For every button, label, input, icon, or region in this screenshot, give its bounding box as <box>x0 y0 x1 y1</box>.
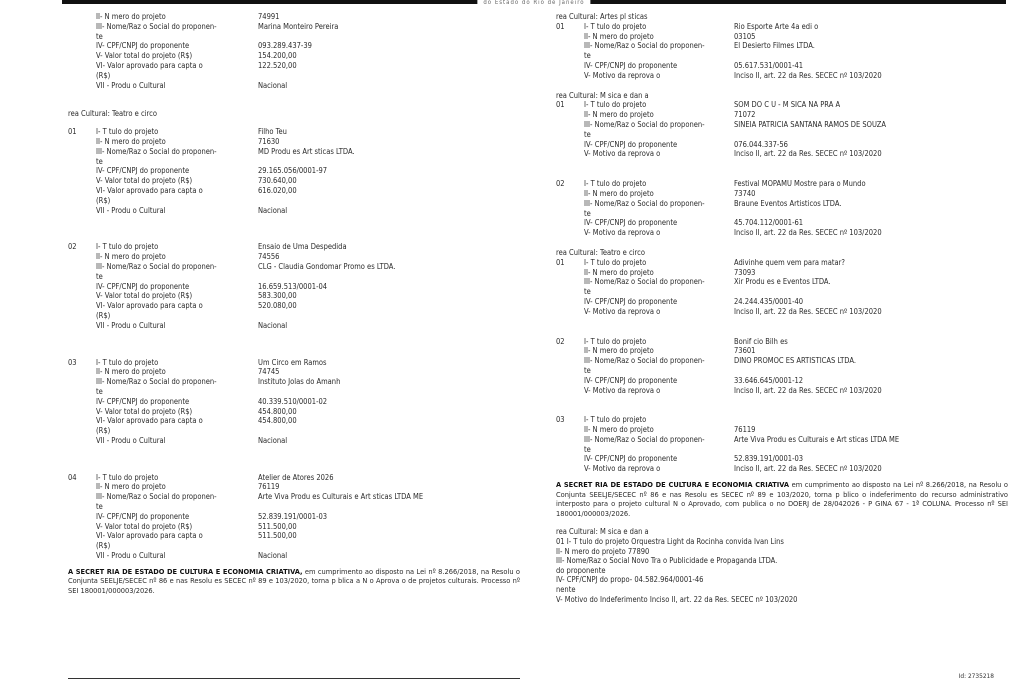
field-label: V- Motivo da reprova o <box>584 228 661 238</box>
field-row <box>556 337 1008 347</box>
field-label: I- T tulo do projeto <box>584 100 647 110</box>
project-list-1 <box>556 22 1008 81</box>
field-label: V- Motivo da reprova o <box>584 464 661 474</box>
field-value: Adivinhe quem vem para matar? <box>734 257 845 267</box>
field-row <box>68 502 520 512</box>
project-entry <box>68 473 520 561</box>
field-label: I- T tulo do projeto <box>584 21 647 31</box>
field-row <box>68 51 520 61</box>
final-area-heading: rea Cultural: M sica e dan a <box>556 527 649 537</box>
field-label: V- Valor total do projeto (R$) <box>96 51 193 61</box>
notice-bold: A SECRET RIA DE ESTADO DE CULTURA E ECONOMIA CRIATIVA, <box>68 566 303 576</box>
field-value: Inciso II, art. 22 da Res. SECEC nº 103/2020 <box>734 306 882 316</box>
field-row <box>68 242 520 252</box>
field-label: V- Motivo da reprova o <box>584 70 661 80</box>
field-label: IV- CPF/CNPJ do proponente <box>96 511 190 521</box>
field-row <box>556 454 1008 464</box>
field-label: I- T tulo do projeto <box>584 336 647 346</box>
field-row <box>556 346 1008 356</box>
field-row <box>556 179 1008 189</box>
final-block <box>556 537 1008 604</box>
field-value: 616.020,00 <box>258 185 297 195</box>
field-label: I- T tulo do projeto <box>96 472 159 482</box>
notice-text-right: em cumprimento ao disposto na Lei nº 8.266/2018, na Resolu o Conjunta SEELJE/SECEC nº 86 e nas Resolu es SECEC nº 89 e 103/2020, torna p blico o indeferimento do recurso administrativo interposto para o projeto cultural N o Aprovado, com publica o no DOERJ de 28/042026 - P GINA 67 - 1ª COLUNA. Processo nº SEI 180001/000003/2026. <box>556 480 1008 518</box>
field-row <box>68 531 520 541</box>
field-value: Festival MOPAMU Mostre para o Mundo <box>734 179 866 189</box>
field-value: 74745 <box>258 367 280 377</box>
field-value: 511.500,00 <box>258 531 297 541</box>
field-value: Instituto Jolas do Amanh <box>258 377 341 387</box>
area-heading-3: rea Cultural: Teatro e circo <box>556 247 646 257</box>
final-line: nente <box>556 585 576 595</box>
field-label: III- Nome/Raz o Social do proponen- <box>584 356 705 366</box>
notice-paragraph-right <box>556 480 1008 518</box>
field-row <box>68 367 520 377</box>
field-value: CLG - Claudia Gondomar Promo es LTDA. <box>258 261 396 271</box>
field-row <box>68 522 520 532</box>
field-value: 154.200,00 <box>258 51 297 61</box>
field-label: III- Nome/Raz o Social do proponen- <box>584 198 705 208</box>
field-value: 74556 <box>258 252 280 262</box>
field-value: 03105 <box>734 31 756 41</box>
field-label: (R$) <box>96 426 111 436</box>
field-row <box>556 376 1008 386</box>
field-value: 16.659.513/0001-04 <box>258 281 328 291</box>
field-row <box>68 127 520 137</box>
field-row <box>556 32 1008 42</box>
field-label: VII - Produ o Cultural <box>96 551 166 561</box>
field-label: II- N mero do projeto <box>584 425 654 435</box>
field-row <box>556 100 1008 110</box>
field-label: II- N mero do projeto <box>584 346 654 356</box>
field-row <box>556 22 1008 32</box>
field-value: 74991 <box>258 12 280 21</box>
project-number: 03 <box>68 357 77 367</box>
field-value: Nacional <box>258 80 288 90</box>
project-entry <box>68 358 520 446</box>
field-row <box>68 147 520 157</box>
field-label: V- Motivo da reprova o <box>584 306 661 316</box>
field-label: I- T tulo do projeto <box>584 415 647 425</box>
field-label: II- N mero do projeto <box>584 110 654 120</box>
field-value: 093.289.437-39 <box>258 41 312 51</box>
field-row <box>556 268 1008 278</box>
field-label: III- Nome/Raz o Social do proponen- <box>96 261 217 271</box>
field-label: te <box>584 365 591 375</box>
field-label: II- N mero do projeto <box>96 252 166 262</box>
field-label: te <box>584 287 591 297</box>
field-label: II- N mero do projeto <box>96 12 166 21</box>
field-row <box>556 120 1008 130</box>
field-label: VII - Produ o Cultural <box>96 435 166 445</box>
field-row <box>68 387 520 397</box>
field-value: Atelier de Atores 2026 <box>258 472 334 482</box>
field-row <box>556 61 1008 71</box>
field-label: III- Nome/Raz o Social do proponen- <box>584 434 705 444</box>
field-label: IV- CPF/CNPJ do proponente <box>584 375 678 385</box>
field-row <box>68 541 520 551</box>
final-line: V- Motivo do Indeferimento Inciso II, art. 22 da Res. SECEC nº 103/2020 <box>556 594 798 604</box>
project-entry <box>68 127 520 215</box>
field-row <box>556 464 1008 474</box>
field-label: II- N mero do projeto <box>584 31 654 41</box>
project-list <box>68 127 520 561</box>
field-row <box>556 218 1008 228</box>
field-label: VII - Produ o Cultural <box>96 80 166 90</box>
field-value: Ensaio de Uma Despedida <box>258 242 347 252</box>
project-number: 01 <box>556 100 565 110</box>
field-row <box>68 206 520 216</box>
final-line: III- Nome/Raz o Social Novo Tra o Publicidade e Propaganda LTDA. <box>556 556 778 566</box>
field-row <box>556 41 1008 51</box>
field-row <box>556 228 1008 238</box>
field-row <box>68 41 520 51</box>
field-label: IV- CPF/CNPJ do proponente <box>584 296 678 306</box>
final-line: 01 I- T tulo do projeto Orquestra Light da Rocinha convida Ivan Lins <box>556 537 784 547</box>
field-label: te <box>96 156 103 166</box>
notice-text: em cumprimento ao disposto na Lei nº 8.266/2018, na Resolu o Conjunta SEELJE/SECEC nº 86 e nas Resolu es SECEC nº 89 e 103/2020, torna p blica a N o Aprova o de projetos culturais. Processo nº SEI 180001/000003/2026. <box>68 566 520 596</box>
field-label: IV- CPF/CNPJ do proponente <box>584 218 678 228</box>
field-label: VII - Produ o Cultural <box>96 320 166 330</box>
final-line: IV- CPF/CNPJ do propo- 04.582.964/0001-46 <box>556 575 704 585</box>
field-value: 05.617.531/0001-41 <box>734 60 804 70</box>
project-number: 02 <box>68 242 77 252</box>
field-value: Xir Produ es e Eventos LTDA. <box>734 277 831 287</box>
field-label: IV- CPF/CNPJ do proponente <box>96 41 190 51</box>
field-row <box>68 137 520 147</box>
field-label: I- T tulo do projeto <box>96 127 159 137</box>
field-row <box>556 71 1008 81</box>
field-value: 454.800,00 <box>258 406 297 416</box>
field-label: IV- CPF/CNPJ do proponente <box>584 60 678 70</box>
field-value: 583.300,00 <box>258 291 297 301</box>
field-row <box>68 407 520 417</box>
project-number: 03 <box>556 415 565 425</box>
top-rule <box>62 0 1006 4</box>
field-value: Marina Monteiro Pereira <box>258 21 339 31</box>
field-value: 52.839.191/0001-03 <box>734 454 804 464</box>
area-heading: rea Cultural: Teatro e circo <box>68 109 158 119</box>
header-caption: do Estado do Rio de Janeiro <box>477 0 590 6</box>
field-row <box>68 301 520 311</box>
project-entry <box>556 415 1008 474</box>
field-row <box>556 386 1008 396</box>
field-row <box>68 426 520 436</box>
field-label: VI- Valor aprovado para capta o <box>96 531 203 541</box>
field-label: I- T tulo do projeto <box>96 242 159 252</box>
field-value: Filho Teu <box>258 127 287 137</box>
field-row <box>68 358 520 368</box>
field-value: DINO PROMOC ES ARTISTICAS LTDA. <box>734 356 856 366</box>
project-number: 01 <box>68 127 77 137</box>
field-label: IV- CPF/CNPJ do proponente <box>96 166 190 176</box>
field-value: 45.704.112/0001-61 <box>734 218 804 228</box>
field-label: III- Nome/Raz o Social do proponen- <box>584 119 705 129</box>
project-entry <box>556 337 1008 396</box>
field-row <box>68 166 520 176</box>
field-row <box>556 366 1008 376</box>
field-label: III- Nome/Raz o Social do proponen- <box>96 146 217 156</box>
field-value: MD Produ es Art sticas LTDA. <box>258 146 355 156</box>
field-value: 76119 <box>734 425 756 435</box>
notice-bold-right: A SECRET RIA DE ESTADO DE CULTURA E ECONOMIA CRIATIVA <box>556 480 790 490</box>
area-heading-2: rea Cultural: M sica e dan a <box>556 90 649 100</box>
field-value: 52.839.191/0001-03 <box>258 511 328 521</box>
field-row <box>68 377 520 387</box>
field-value: 076.044.337-56 <box>734 139 788 149</box>
field-label: I- T tulo do projeto <box>584 257 647 267</box>
field-label: II- N mero do projeto <box>96 367 166 377</box>
field-row <box>68 512 520 522</box>
field-label: II- N mero do projeto <box>584 188 654 198</box>
field-label: te <box>96 31 103 41</box>
field-row <box>68 416 520 426</box>
field-label: te <box>584 129 591 139</box>
field-label: V- Motivo da reprova o <box>584 149 661 159</box>
field-label: IV- CPF/CNPJ do proponente <box>96 281 190 291</box>
field-value: Braune Eventos Artisticos LTDA. <box>734 198 842 208</box>
field-value: Inciso II, art. 22 da Res. SECEC nº 103/2020 <box>734 464 882 474</box>
project-number: 04 <box>68 472 77 482</box>
field-row <box>556 209 1008 219</box>
field-row <box>68 436 520 446</box>
field-value: Inciso II, art. 22 da Res. SECEC nº 103/2020 <box>734 385 882 395</box>
field-value: Inciso II, art. 22 da Res. SECEC nº 103/2020 <box>734 70 882 80</box>
field-row <box>556 425 1008 435</box>
field-label: VI- Valor aprovado para capta o <box>96 60 203 70</box>
first-project-block <box>68 12 520 90</box>
field-row <box>556 149 1008 159</box>
field-row <box>556 51 1008 61</box>
field-label: te <box>96 502 103 512</box>
field-row <box>68 252 520 262</box>
field-value: Arte Viva Produ es Culturais e Art sticas LTDA ME <box>734 434 900 444</box>
field-row <box>556 189 1008 199</box>
field-label: V- Valor total do projeto (R$) <box>96 176 193 186</box>
field-label: III- Nome/Raz o Social do proponen- <box>96 21 217 31</box>
project-entry <box>556 179 1008 238</box>
project-number: 01 <box>556 257 565 267</box>
field-row <box>68 186 520 196</box>
field-value: 73093 <box>734 267 756 277</box>
project-list-2 <box>556 100 1008 238</box>
project-number: 02 <box>556 179 565 189</box>
field-row <box>68 482 520 492</box>
field-value: Nacional <box>258 320 288 330</box>
right-column <box>556 12 1008 604</box>
field-label: V- Valor total do projeto (R$) <box>96 406 193 416</box>
field-label: III- Nome/Raz o Social do proponen- <box>96 377 217 387</box>
field-row <box>68 12 520 22</box>
field-label: (R$) <box>96 310 111 320</box>
field-label: (R$) <box>96 70 111 80</box>
project-entry <box>556 258 1008 317</box>
project-entry <box>68 242 520 330</box>
field-label: IV- CPF/CNPJ do proponente <box>584 454 678 464</box>
field-value: Rio Esporte Arte 4a edi o <box>734 21 819 31</box>
field-value: 33.646.645/0001-12 <box>734 375 804 385</box>
field-value: SINEIA PATRICIA SANTANA RAMOS DE SOUZA <box>734 119 887 129</box>
field-value: 24.244.435/0001-40 <box>734 296 804 306</box>
field-label: III- Nome/Raz o Social do proponen- <box>584 41 705 51</box>
field-label: VI- Valor aprovado para capta o <box>96 416 203 426</box>
field-row <box>556 130 1008 140</box>
field-value: Bonif cio Bilh es <box>734 336 788 346</box>
field-value: 730.640,00 <box>258 176 297 186</box>
field-row <box>556 297 1008 307</box>
field-row <box>68 176 520 186</box>
field-row <box>68 311 520 321</box>
field-value: El Desierto Filmes LTDA. <box>734 41 815 51</box>
field-value: Nacional <box>258 551 288 561</box>
field-value: 71630 <box>258 136 280 146</box>
field-row <box>556 277 1008 287</box>
field-row <box>556 110 1008 120</box>
field-label: IV- CPF/CNPJ do proponente <box>584 139 678 149</box>
field-row <box>68 551 520 561</box>
field-value: Inciso II, art. 22 da Res. SECEC nº 103/2020 <box>734 149 882 159</box>
field-label: III- Nome/Raz o Social do proponen- <box>584 277 705 287</box>
field-value: Um Circo em Ramos <box>258 357 327 367</box>
field-value: 76119 <box>258 482 280 492</box>
notice-paragraph <box>68 567 520 596</box>
field-value: 73740 <box>734 188 756 198</box>
field-value: 29.165.056/0001-97 <box>258 166 328 176</box>
left-column <box>68 12 520 596</box>
project-number: 02 <box>556 336 565 346</box>
field-row <box>556 258 1008 268</box>
field-label: I- T tulo do projeto <box>96 357 159 367</box>
field-row <box>68 262 520 272</box>
field-label: II- N mero do projeto <box>584 267 654 277</box>
field-value: 122.520,00 <box>258 60 297 70</box>
field-row <box>68 22 520 32</box>
field-value: Nacional <box>258 205 288 215</box>
bottom-rule <box>68 678 520 679</box>
field-row <box>556 307 1008 317</box>
field-value: 454.800,00 <box>258 416 297 426</box>
field-label: te <box>96 271 103 281</box>
field-row <box>556 445 1008 455</box>
field-row <box>68 32 520 42</box>
final-line: do proponente <box>556 565 606 575</box>
field-value: SOM DO C U - M SICA NA PRA A <box>734 100 841 110</box>
field-label: V- Valor total do projeto (R$) <box>96 521 193 531</box>
field-row <box>556 140 1008 150</box>
field-label: III- Nome/Raz o Social do proponen- <box>96 492 217 502</box>
field-row <box>68 282 520 292</box>
field-label: V- Valor total do projeto (R$) <box>96 291 193 301</box>
field-row <box>556 287 1008 297</box>
field-value: 511.500,00 <box>258 521 297 531</box>
field-label: te <box>584 51 591 61</box>
id-tag: Id: 2735218 <box>958 672 994 680</box>
project-number: 01 <box>556 21 565 31</box>
field-value: Arte Viva Produ es Culturais e Art sticas LTDA ME <box>258 492 424 502</box>
field-row <box>68 272 520 282</box>
field-value: 40.339.510/0001-02 <box>258 396 328 406</box>
field-value: 71072 <box>734 110 756 120</box>
field-row <box>68 71 520 81</box>
field-row <box>68 321 520 331</box>
field-row <box>68 397 520 407</box>
field-row <box>556 356 1008 366</box>
project-entry <box>556 100 1008 159</box>
field-row <box>68 473 520 483</box>
final-line: II- N mero do projeto 77890 <box>556 546 650 556</box>
field-label: (R$) <box>96 195 111 205</box>
field-label: II- N mero do projeto <box>96 482 166 492</box>
field-row <box>68 291 520 301</box>
project-entry <box>556 22 1008 81</box>
area-heading-1: rea Cultural: Artes pl sticas <box>556 12 648 21</box>
field-row <box>556 435 1008 445</box>
field-row <box>68 81 520 91</box>
field-label: te <box>96 386 103 396</box>
field-value: 73601 <box>734 346 756 356</box>
field-label: VI- Valor aprovado para capta o <box>96 185 203 195</box>
field-label: VI- Valor aprovado para capta o <box>96 301 203 311</box>
field-row <box>556 415 1008 425</box>
field-label: V- Motivo da reprova o <box>584 385 661 395</box>
field-label: te <box>584 208 591 218</box>
field-label: IV- CPF/CNPJ do proponente <box>96 396 190 406</box>
field-row <box>68 61 520 71</box>
field-row <box>68 492 520 502</box>
field-row <box>68 157 520 167</box>
field-label: (R$) <box>96 541 111 551</box>
field-label: VII - Produ o Cultural <box>96 205 166 215</box>
field-label: II- N mero do projeto <box>96 136 166 146</box>
field-value: 520.080,00 <box>258 301 297 311</box>
field-row <box>556 199 1008 209</box>
field-label: te <box>584 444 591 454</box>
field-value: Inciso II, art. 22 da Res. SECEC nº 103/2020 <box>734 228 882 238</box>
project-list-3 <box>556 258 1008 474</box>
field-value: Nacional <box>258 435 288 445</box>
field-label: I- T tulo do projeto <box>584 179 647 189</box>
field-row <box>68 196 520 206</box>
